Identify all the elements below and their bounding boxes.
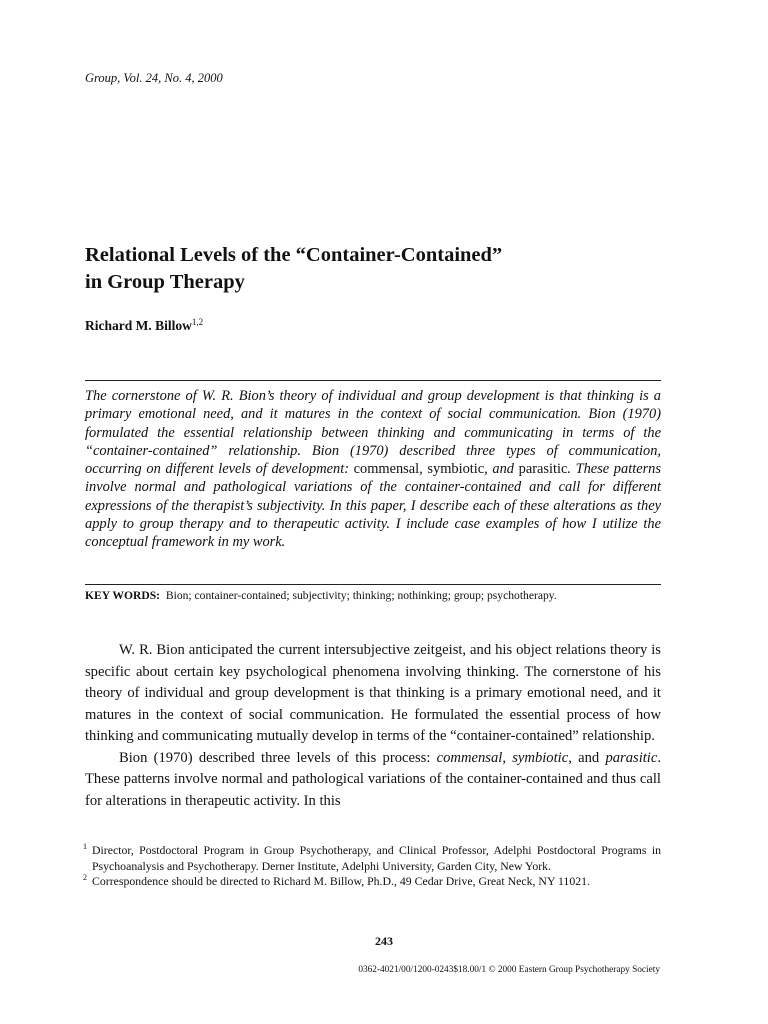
abstract-separator-1: ,	[419, 461, 428, 478]
body-separator-2: , and	[568, 749, 606, 766]
footnote-1-mark: 1	[83, 842, 87, 851]
body-separator-1: ,	[502, 749, 513, 766]
keywords-label: KEY WORDS:	[85, 589, 161, 602]
footnote-1	[85, 843, 661, 874]
abstract-text-1: The cornerstone of W. R. Bion’s theory of individual and group development is that thinking is a primary emotional need, and it matures in the context of social communication. Bion (1970) formulated the essential relationship between thinking and communicating in terms of the “container-contained” relationship. Bion (1970) described three types of communication, occurring on different levels of development:	[85, 388, 661, 478]
author-line	[85, 317, 203, 334]
abstract	[85, 387, 661, 552]
author-name: Richard M. Billow	[85, 318, 192, 333]
body-p2-text-1: Bion (1970) described three levels of this process:	[119, 749, 431, 766]
abstract-bottom-rule	[85, 584, 661, 585]
abstract-term-commensal: commensal	[353, 461, 420, 478]
title-line-1: Relational Levels of the “Container-Contained”	[85, 244, 503, 266]
body-term-symbiotic: symbiotic	[512, 749, 569, 766]
footnote-2-text: Correspondence should be directed to Richard M. Billow, Ph.D., 49 Cedar Drive, Great Neck, NY 11021.	[92, 874, 590, 888]
footnote-1-text: Director, Postdoctoral Program in Group Psychotherapy, and Clinical Professor, Adelphi Postdoctoral Programs in Psychoanalysis and Psychotherapy. Derner Institute, Adelphi University, Garden City, New York.	[92, 843, 661, 873]
abstract-text-2: . These patterns involve normal and pathological variations of the container-contained and call for different expressions of the therapist’s subjectivity. In this paper, I describe each of these alterations as they apply to group therapy and to therapeutic activity. I include case examples of how I utilize the conceptual framework in my work.	[85, 461, 661, 551]
author-affiliation-marks: 1,2	[191, 317, 204, 327]
abstract-term-symbiotic: symbiotic	[427, 461, 485, 478]
body-term-commensal: commensal	[436, 749, 503, 766]
body-p2-text-2: . These patterns involve normal and pathological variations of the container-contained and thus call for alterations in therapeutic activity. In this	[85, 749, 661, 809]
title-line-2: in Group Therapy	[85, 271, 245, 293]
body-paragraph-2	[85, 748, 661, 813]
footnote-2-mark: 2	[83, 873, 87, 882]
keywords-terms: Bion; container-contained; subjectivity; thinking; nothinking; group; psychotherapy.	[165, 589, 557, 602]
abstract-top-rule	[85, 380, 661, 381]
body-term-parasitic: parasitic	[605, 749, 658, 766]
abstract-separator-2: , and	[484, 461, 519, 478]
body-text	[85, 640, 661, 812]
article-title	[85, 242, 685, 296]
body-paragraph-1: W. R. Bion anticipated the current intersubjective zeitgeist, and his object relations theory is specific about certain key psychological phenomena involving thinking. The cornerstone of his theory of individual and group development is that thinking is a primary emotional need, and it matures in the context of social communication. He formulated the essential process of how thinking and communicating mutually develop in terms of the “container-contained” relationship.	[85, 642, 661, 744]
journal-citation: Group, Vol. 24, No. 4, 2000	[85, 71, 223, 85]
footnotes	[85, 843, 661, 890]
keywords	[85, 588, 675, 603]
footnote-2	[85, 874, 661, 890]
abstract-term-parasitic: parasitic	[518, 461, 568, 478]
page-number: 243	[375, 934, 393, 948]
copyright-line: 0362-4021/00/1200-0243$18.00/1 © 2000 Eastern Group Psychotherapy Society	[358, 965, 660, 975]
